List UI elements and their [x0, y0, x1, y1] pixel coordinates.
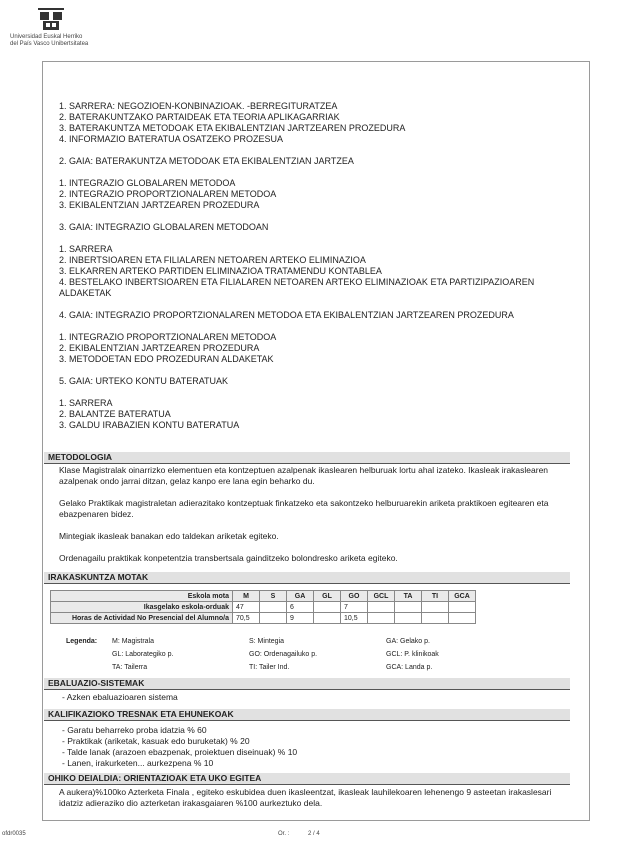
table-cell [395, 602, 422, 613]
table-cell: 10,5 [341, 613, 368, 624]
table-row [51, 591, 476, 602]
table-cell [314, 602, 341, 613]
kalifikazio-body [62, 725, 574, 769]
legend-item: TA: Tailerra [112, 664, 148, 671]
column-header: S [260, 591, 287, 602]
legend-title: Legenda: [66, 638, 98, 645]
logo-text-line1: Universidad Euskal Herriko [10, 34, 83, 40]
row-label: Ikasgelako eskola-orduak [51, 602, 233, 613]
column-header: GCL [368, 591, 395, 602]
toc-line: 2. BALANTZE BATERATUA [59, 409, 171, 419]
toc-line: 2. INBERTSIOAREN ETA FILIALAREN NETOAREN ARTEKO ELIMINAZIOA [59, 255, 366, 265]
legend-item: TI: Tailer Ind. [249, 664, 290, 671]
metodologia-paragraph: Klase Magistralak oinarrizko elementuen eta kontzeptuen azalpenak ikaslearen helburuak lortu ahal izateko. Ikasleak irakaslearen azalpenak ondo jarrai ditzan, gelaz kanpo ere lana egin beharko du. [59, 465, 549, 486]
toc-line: 3. GAIA: INTEGRAZIO GLOBALAREN METODOAN [59, 222, 269, 232]
toc-line: 4. INFORMAZIO BATERATUA OSATZEKO PROZESUA [59, 134, 284, 144]
metodologia-body [59, 465, 571, 575]
toc-line: 1. INTEGRAZIO GLOBALAREN METODOA [59, 178, 236, 188]
legend-item: GCA: Landa p. [386, 664, 433, 671]
toc-gap [59, 167, 579, 178]
toc-line: 3. GALDU IRABAZIEN KONTU BATERATUA [59, 420, 240, 430]
table-cell: 6 [287, 602, 314, 613]
syllabus-contents [59, 101, 579, 431]
footer-code: ofdr0035 [2, 831, 26, 837]
ohiko-body: A aukera)%100ko Azterketa Finala , egiteko eskubidea duen ikasleentzat, ikasleak lauhilekoaren lehenengo 9 asteetan irakaslesari idatziz adieraziko dio azterketan irakasgaiaren %100 aurkeztuko dela. [59, 787, 552, 808]
table-row [51, 602, 476, 613]
table-cell [368, 602, 395, 613]
university-emblem-icon [34, 6, 68, 32]
toc-gap [59, 299, 579, 310]
table-cell: 7 [341, 602, 368, 613]
legend-item: GCL: P. klinikoak [386, 651, 439, 658]
toc-line: 3. ELKARREN ARTEKO PARTIDEN ELIMINAZIOA TRATAMENDU KONTABLEA [59, 266, 382, 276]
table-cell: 47 [233, 602, 260, 613]
toc-line: 4. GAIA: INTEGRAZIO PROPORTZIONALAREN METODOA ETA EKIBALENTZIAN JARTZEAREN PROZEDURA [59, 310, 514, 320]
metodologia-paragraph: Mintegiak ikasleak banakan edo taldekan ariketak egiteko. [59, 531, 279, 541]
table-cell [422, 613, 449, 624]
column-header: TA [395, 591, 422, 602]
legend-item: GA: Gelako p. [386, 638, 430, 645]
footer-or-label: Or. : [278, 831, 290, 837]
column-header: M [233, 591, 260, 602]
page-number: 2 / 4 [308, 831, 320, 837]
legend-item: S: Mintegia [249, 638, 285, 645]
toc-gap [59, 365, 579, 376]
toc-gap [59, 211, 579, 222]
row-label: Eskola mota [51, 591, 233, 602]
kalifikazio-heading: KALIFIKAZIOKO TRESNAK ETA EHUNEKOAK [44, 709, 570, 721]
toc-gap [59, 387, 579, 398]
table-cell: 9 [287, 613, 314, 624]
university-logo [10, 6, 100, 50]
metodologia-paragraph: Gelako Praktikak magistraletan adierazitako kontzeptuak finkatzeko eta sakontzeko helburuarekin ariketa praktikoen egitearen eta ebazpenaren bidez. [59, 498, 549, 519]
teaching-types-table [50, 590, 476, 624]
legend-item: M: Magistrala [112, 638, 155, 645]
table-cell [395, 613, 422, 624]
metodologia-heading: METODOLOGIA [44, 452, 570, 464]
column-header: GO [341, 591, 368, 602]
table-cell [422, 602, 449, 613]
toc-gap [59, 145, 579, 156]
table-cell: 70,5 [233, 613, 260, 624]
toc-line: 1. SARRERA [59, 398, 113, 408]
table-cell [260, 613, 287, 624]
kalifikazio-item: - Praktikak (ariketak, kasuak edo buruketak) % 20 [62, 736, 250, 746]
toc-line: 2. EKIBALENTZIAN JARTZEAREN PROZEDURA [59, 343, 260, 353]
table-cell [449, 602, 476, 613]
toc-line: 3. BATERAKUNTZA METODOAK ETA EKIBALENTZIAN JARTZEAREN PROZEDURA [59, 123, 406, 133]
toc-gap [59, 233, 579, 244]
column-header: GL [314, 591, 341, 602]
metodologia-paragraph: Ordenagailu praktikak konpetentzia transbertsala gainditzeko bolondresko ariketa egiteko. [59, 553, 398, 563]
column-header: GA [287, 591, 314, 602]
table-cell [260, 602, 287, 613]
table-cell [449, 613, 476, 624]
legend-item: GL: Laborategiko p. [112, 651, 174, 658]
toc-line: 2. INTEGRAZIO PROPORTZIONALAREN METODOA [59, 189, 277, 199]
toc-line: 5. GAIA: URTEKO KONTU BATERATUAK [59, 376, 229, 386]
toc-line: 2. BATERAKUNTZAKO PARTAIDEAK ETA TEORIA APLIKAGARRIAK [59, 112, 340, 122]
table-cell [368, 613, 395, 624]
ebaluazio-heading: EBALUAZIO-SISTEMAK [44, 678, 570, 690]
kalifikazio-item: - Talde lanak (arazoen ebazpenak, proiektuen diseinuak) % 10 [62, 747, 298, 757]
toc-line: 3. METODOETAN EDO PROZEDURAN ALDAKETAK [59, 354, 274, 364]
irakaskuntza-heading: IRAKASKUNTZA MOTAK [44, 572, 570, 584]
ebaluazio-body [62, 692, 574, 703]
kalifikazio-item: - Garatu beharreko proba idatzia % 60 [62, 725, 207, 735]
toc-line: 3. EKIBALENTZIAN JARTZEAREN PROZEDURA [59, 200, 260, 210]
toc-line: 2. GAIA: BATERAKUNTZA METODOAK ETA EKIBALENTZIAN JARTZEA [59, 156, 354, 166]
toc-line: 1. SARRERA [59, 244, 113, 254]
kalifikazio-item: - Lanen, irakurketen... aurkezpena % 10 [62, 758, 214, 768]
table-cell [314, 613, 341, 624]
toc-line: 1. INTEGRAZIO PROPORTZIONALAREN METODOA [59, 332, 277, 342]
legend-item: GO: Ordenagailuko p. [249, 651, 318, 658]
row-label: Horas de Actividad No Presencial del Alumno/a [51, 613, 233, 624]
column-header: TI [422, 591, 449, 602]
column-header: GCA [449, 591, 476, 602]
ebaluazio-item: - Azken ebaluazioaren sistema [62, 692, 178, 702]
toc-line: 4. BESTELAKO INBERTSIOAREN ETA FILIALAREN NETOAREN ARTEKO ELIMINAZIOAK ETA PARTIZIPAZIOAREN ALDAKETAK [59, 277, 535, 298]
toc-gap [59, 321, 579, 332]
table-row [51, 613, 476, 624]
logo-text-line2: del País Vasco Unibertsitatea [10, 41, 89, 47]
toc-line: 1. SARRERA: NEGOZIOEN-KONBINAZIOAK. -BERREGITURATZEA [59, 101, 338, 111]
ohiko-heading: OHIKO DEIALDIA: ORIENTAZIOAK ETA UKO EGITEA [44, 773, 570, 785]
